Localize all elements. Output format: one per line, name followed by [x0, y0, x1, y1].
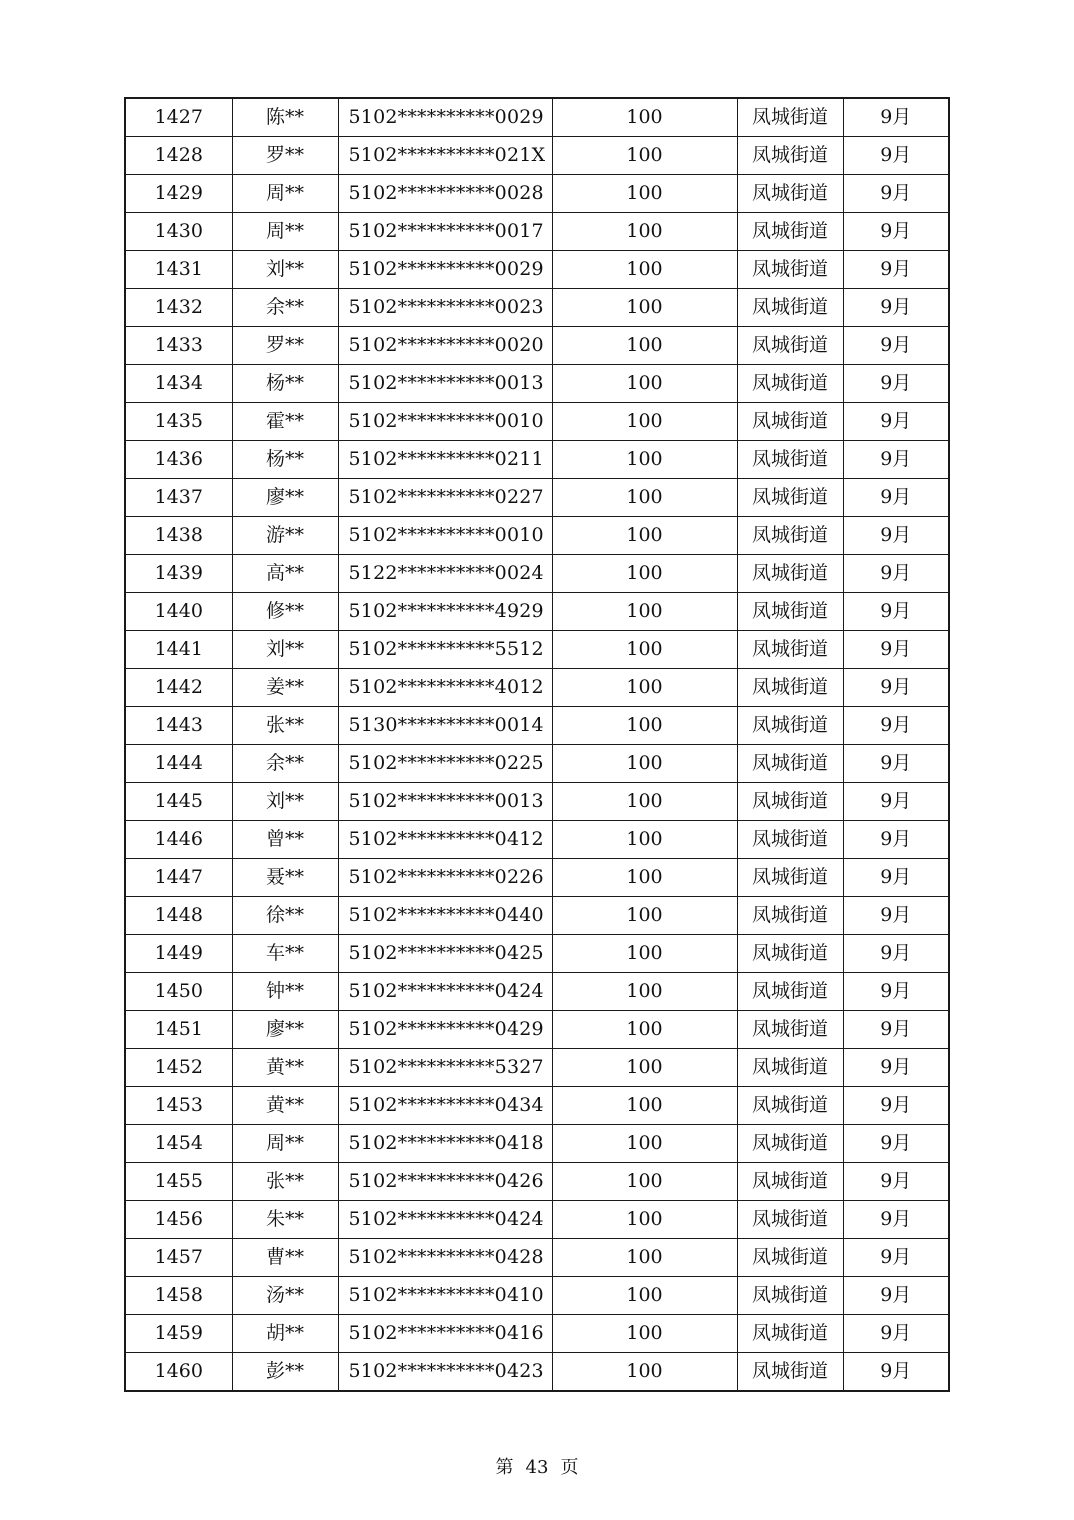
table-row	[125, 137, 949, 175]
cell-street: 凤城街道	[737, 1049, 843, 1087]
cell-name: 汤**	[232, 1277, 338, 1315]
cell-street: 凤城街道	[737, 441, 843, 479]
cell-id-number: 5102**********0013	[338, 783, 552, 821]
cell-id-number: 5102**********0416	[338, 1315, 552, 1353]
cell-month: 9月	[843, 137, 949, 175]
cell-month: 9月	[843, 441, 949, 479]
table-row	[125, 441, 949, 479]
cell-name: 游**	[232, 517, 338, 555]
cell-amount: 100	[552, 745, 737, 783]
cell-id-number: 5102**********0424	[338, 973, 552, 1011]
cell-serial-number: 1428	[125, 137, 232, 175]
cell-street: 凤城街道	[737, 555, 843, 593]
table-row	[125, 631, 949, 669]
cell-amount: 100	[552, 1049, 737, 1087]
cell-id-number: 5102**********0023	[338, 289, 552, 327]
cell-name: 黄**	[232, 1087, 338, 1125]
cell-name: 周**	[232, 175, 338, 213]
cell-name: 朱**	[232, 1201, 338, 1239]
cell-id-number: 5102**********0028	[338, 175, 552, 213]
cell-serial-number: 1437	[125, 479, 232, 517]
cell-name: 高**	[232, 555, 338, 593]
cell-amount: 100	[552, 1011, 737, 1049]
cell-name: 姜**	[232, 669, 338, 707]
cell-month: 9月	[843, 251, 949, 289]
cell-id-number: 5102**********0424	[338, 1201, 552, 1239]
table-row	[125, 175, 949, 213]
cell-id-number: 5102**********5512	[338, 631, 552, 669]
cell-name: 余**	[232, 289, 338, 327]
table-row	[125, 327, 949, 365]
cell-month: 9月	[843, 973, 949, 1011]
footer-prefix: 第	[495, 1457, 514, 1478]
cell-amount: 100	[552, 213, 737, 251]
cell-street: 凤城街道	[737, 1125, 843, 1163]
cell-id-number: 5102**********5327	[338, 1049, 552, 1087]
cell-name: 杨**	[232, 441, 338, 479]
cell-name: 曹**	[232, 1239, 338, 1277]
cell-name: 黄**	[232, 1049, 338, 1087]
cell-serial-number: 1430	[125, 213, 232, 251]
cell-id-number: 5102**********0418	[338, 1125, 552, 1163]
table-row	[125, 821, 949, 859]
cell-serial-number: 1438	[125, 517, 232, 555]
cell-month: 9月	[843, 98, 949, 137]
cell-street: 凤城街道	[737, 783, 843, 821]
cell-amount: 100	[552, 365, 737, 403]
table-row	[125, 859, 949, 897]
table-row	[125, 213, 949, 251]
cell-name: 胡**	[232, 1315, 338, 1353]
cell-id-number: 5102**********0428	[338, 1239, 552, 1277]
cell-street: 凤城街道	[737, 289, 843, 327]
cell-month: 9月	[843, 289, 949, 327]
cell-street: 凤城街道	[737, 403, 843, 441]
cell-id-number: 5102**********021X	[338, 137, 552, 175]
cell-street: 凤城街道	[737, 365, 843, 403]
cell-serial-number: 1455	[125, 1163, 232, 1201]
cell-serial-number: 1456	[125, 1201, 232, 1239]
cell-name: 廖**	[232, 479, 338, 517]
cell-serial-number: 1435	[125, 403, 232, 441]
cell-month: 9月	[843, 669, 949, 707]
cell-street: 凤城街道	[737, 821, 843, 859]
cell-serial-number: 1453	[125, 1087, 232, 1125]
cell-street: 凤城街道	[737, 1087, 843, 1125]
cell-id-number: 5102**********0211	[338, 441, 552, 479]
cell-month: 9月	[843, 1239, 949, 1277]
footer-suffix: 页	[560, 1457, 579, 1478]
cell-amount: 100	[552, 631, 737, 669]
table-row	[125, 1353, 949, 1392]
cell-id-number: 5102**********4012	[338, 669, 552, 707]
cell-month: 9月	[843, 1049, 949, 1087]
cell-amount: 100	[552, 517, 737, 555]
cell-serial-number: 1454	[125, 1125, 232, 1163]
cell-street: 凤城街道	[737, 1163, 843, 1201]
cell-serial-number: 1452	[125, 1049, 232, 1087]
cell-amount: 100	[552, 1163, 737, 1201]
cell-id-number: 5102**********0010	[338, 403, 552, 441]
cell-name: 徐**	[232, 897, 338, 935]
cell-serial-number: 1451	[125, 1011, 232, 1049]
cell-name: 霍**	[232, 403, 338, 441]
table-row	[125, 1277, 949, 1315]
cell-name: 刘**	[232, 783, 338, 821]
cell-street: 凤城街道	[737, 935, 843, 973]
cell-name: 刘**	[232, 631, 338, 669]
cell-street: 凤城街道	[737, 1353, 843, 1392]
table-row	[125, 1011, 949, 1049]
cell-street: 凤城街道	[737, 707, 843, 745]
cell-serial-number: 1442	[125, 669, 232, 707]
table-row	[125, 1087, 949, 1125]
cell-serial-number: 1433	[125, 327, 232, 365]
cell-serial-number: 1429	[125, 175, 232, 213]
table-row	[125, 593, 949, 631]
table-row	[125, 555, 949, 593]
page-number: 43	[525, 1457, 549, 1478]
table-row	[125, 897, 949, 935]
cell-id-number: 5102**********0225	[338, 745, 552, 783]
cell-name: 廖**	[232, 1011, 338, 1049]
cell-serial-number: 1448	[125, 897, 232, 935]
cell-name: 张**	[232, 707, 338, 745]
cell-street: 凤城街道	[737, 669, 843, 707]
page-footer	[0, 1456, 1074, 1480]
cell-amount: 100	[552, 593, 737, 631]
cell-name: 杨**	[232, 365, 338, 403]
cell-street: 凤城街道	[737, 1239, 843, 1277]
cell-month: 9月	[843, 1201, 949, 1239]
cell-month: 9月	[843, 1353, 949, 1392]
cell-amount: 100	[552, 1239, 737, 1277]
cell-name: 罗**	[232, 327, 338, 365]
table-row	[125, 1049, 949, 1087]
cell-serial-number: 1439	[125, 555, 232, 593]
table-row	[125, 973, 949, 1011]
cell-name: 余**	[232, 745, 338, 783]
cell-month: 9月	[843, 1315, 949, 1353]
cell-amount: 100	[552, 973, 737, 1011]
table-row	[125, 783, 949, 821]
cell-amount: 100	[552, 1087, 737, 1125]
cell-month: 9月	[843, 213, 949, 251]
cell-id-number: 5102**********0227	[338, 479, 552, 517]
table-row	[125, 251, 949, 289]
table-row	[125, 1125, 949, 1163]
cell-serial-number: 1460	[125, 1353, 232, 1392]
table-row	[125, 517, 949, 555]
table-row	[125, 289, 949, 327]
cell-street: 凤城街道	[737, 479, 843, 517]
cell-month: 9月	[843, 707, 949, 745]
table-row	[125, 745, 949, 783]
cell-serial-number: 1441	[125, 631, 232, 669]
table-row	[125, 479, 949, 517]
cell-id-number: 5102**********0017	[338, 213, 552, 251]
table-row	[125, 98, 949, 137]
cell-month: 9月	[843, 821, 949, 859]
cell-serial-number: 1459	[125, 1315, 232, 1353]
cell-id-number: 5102**********0423	[338, 1353, 552, 1392]
cell-id-number: 5102**********0226	[338, 859, 552, 897]
cell-amount: 100	[552, 479, 737, 517]
cell-serial-number: 1446	[125, 821, 232, 859]
cell-amount: 100	[552, 555, 737, 593]
cell-amount: 100	[552, 441, 737, 479]
cell-id-number: 5102**********0440	[338, 897, 552, 935]
cell-amount: 100	[552, 1315, 737, 1353]
cell-month: 9月	[843, 859, 949, 897]
cell-id-number: 5102**********0425	[338, 935, 552, 973]
cell-serial-number: 1432	[125, 289, 232, 327]
cell-amount: 100	[552, 783, 737, 821]
cell-month: 9月	[843, 175, 949, 213]
cell-id-number: 5102**********0020	[338, 327, 552, 365]
cell-name: 聂**	[232, 859, 338, 897]
cell-name: 车**	[232, 935, 338, 973]
cell-street: 凤城街道	[737, 1011, 843, 1049]
cell-id-number: 5102**********0434	[338, 1087, 552, 1125]
cell-month: 9月	[843, 479, 949, 517]
cell-id-number: 5102**********0426	[338, 1163, 552, 1201]
cell-amount: 100	[552, 897, 737, 935]
cell-serial-number: 1431	[125, 251, 232, 289]
cell-name: 张**	[232, 1163, 338, 1201]
cell-street: 凤城街道	[737, 859, 843, 897]
cell-amount: 100	[552, 1201, 737, 1239]
cell-street: 凤城街道	[737, 251, 843, 289]
cell-street: 凤城街道	[737, 137, 843, 175]
cell-month: 9月	[843, 327, 949, 365]
cell-amount: 100	[552, 289, 737, 327]
cell-month: 9月	[843, 935, 949, 973]
cell-serial-number: 1443	[125, 707, 232, 745]
table-row	[125, 669, 949, 707]
cell-name: 修**	[232, 593, 338, 631]
cell-id-number: 5102**********0429	[338, 1011, 552, 1049]
cell-amount: 100	[552, 707, 737, 745]
cell-month: 9月	[843, 745, 949, 783]
table-row	[125, 403, 949, 441]
cell-id-number: 5130**********0014	[338, 707, 552, 745]
cell-month: 9月	[843, 403, 949, 441]
table-row	[125, 1201, 949, 1239]
cell-street: 凤城街道	[737, 745, 843, 783]
cell-name: 彭**	[232, 1353, 338, 1392]
cell-amount: 100	[552, 1277, 737, 1315]
cell-street: 凤城街道	[737, 973, 843, 1011]
table-row	[125, 1163, 949, 1201]
cell-month: 9月	[843, 517, 949, 555]
table-row	[125, 707, 949, 745]
cell-month: 9月	[843, 1011, 949, 1049]
subsidy-table	[124, 97, 950, 1392]
cell-amount: 100	[552, 669, 737, 707]
cell-id-number: 5122**********0024	[338, 555, 552, 593]
cell-id-number: 5102**********0029	[338, 251, 552, 289]
cell-street: 凤城街道	[737, 593, 843, 631]
cell-amount: 100	[552, 935, 737, 973]
cell-month: 9月	[843, 1125, 949, 1163]
table-row	[125, 365, 949, 403]
cell-id-number: 5102**********0013	[338, 365, 552, 403]
cell-amount: 100	[552, 251, 737, 289]
cell-name: 陈**	[232, 98, 338, 137]
cell-street: 凤城街道	[737, 175, 843, 213]
cell-month: 9月	[843, 1087, 949, 1125]
cell-street: 凤城街道	[737, 1201, 843, 1239]
cell-month: 9月	[843, 555, 949, 593]
cell-name: 钟**	[232, 973, 338, 1011]
cell-month: 9月	[843, 897, 949, 935]
cell-street: 凤城街道	[737, 1315, 843, 1353]
cell-amount: 100	[552, 1353, 737, 1392]
cell-month: 9月	[843, 783, 949, 821]
cell-street: 凤城街道	[737, 98, 843, 137]
cell-id-number: 5102**********0029	[338, 98, 552, 137]
cell-month: 9月	[843, 365, 949, 403]
cell-amount: 100	[552, 403, 737, 441]
table-row	[125, 935, 949, 973]
cell-serial-number: 1440	[125, 593, 232, 631]
cell-street: 凤城街道	[737, 897, 843, 935]
cell-amount: 100	[552, 327, 737, 365]
cell-name: 刘**	[232, 251, 338, 289]
cell-month: 9月	[843, 631, 949, 669]
cell-amount: 100	[552, 98, 737, 137]
table-row	[125, 1239, 949, 1277]
cell-amount: 100	[552, 1125, 737, 1163]
cell-serial-number: 1450	[125, 973, 232, 1011]
cell-month: 9月	[843, 593, 949, 631]
cell-name: 曾**	[232, 821, 338, 859]
cell-street: 凤城街道	[737, 517, 843, 555]
cell-serial-number: 1458	[125, 1277, 232, 1315]
cell-serial-number: 1449	[125, 935, 232, 973]
cell-serial-number: 1457	[125, 1239, 232, 1277]
cell-id-number: 5102**********0010	[338, 517, 552, 555]
cell-id-number: 5102**********4929	[338, 593, 552, 631]
cell-month: 9月	[843, 1277, 949, 1315]
table-body	[125, 98, 949, 1391]
cell-amount: 100	[552, 175, 737, 213]
cell-month: 9月	[843, 1163, 949, 1201]
cell-serial-number: 1445	[125, 783, 232, 821]
cell-street: 凤城街道	[737, 213, 843, 251]
cell-street: 凤城街道	[737, 327, 843, 365]
cell-amount: 100	[552, 821, 737, 859]
cell-name: 罗**	[232, 137, 338, 175]
cell-serial-number: 1434	[125, 365, 232, 403]
cell-id-number: 5102**********0412	[338, 821, 552, 859]
cell-name: 周**	[232, 213, 338, 251]
cell-id-number: 5102**********0410	[338, 1277, 552, 1315]
cell-serial-number: 1444	[125, 745, 232, 783]
cell-street: 凤城街道	[737, 631, 843, 669]
cell-amount: 100	[552, 859, 737, 897]
cell-name: 周**	[232, 1125, 338, 1163]
cell-serial-number: 1427	[125, 98, 232, 137]
cell-serial-number: 1447	[125, 859, 232, 897]
cell-street: 凤城街道	[737, 1277, 843, 1315]
table-row	[125, 1315, 949, 1353]
cell-amount: 100	[552, 137, 737, 175]
cell-serial-number: 1436	[125, 441, 232, 479]
